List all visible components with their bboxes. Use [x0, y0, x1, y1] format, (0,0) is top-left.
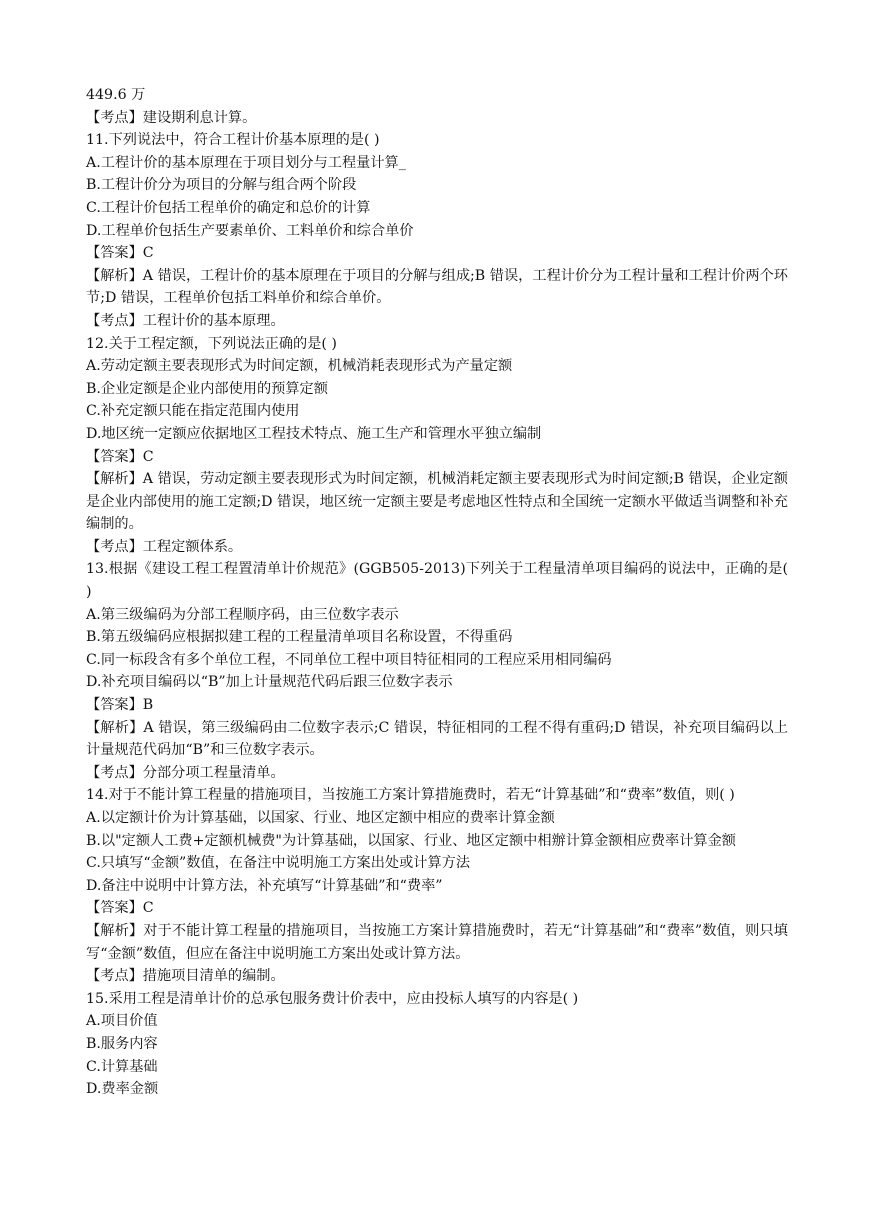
option-item: A.劳动定额主要表现形式为时间定额，机械消耗表现形式为产量定额 — [86, 358, 513, 375]
question-text: 14.对于不能计算工程量的措施项目，当按施工方案计算措施费时，若无“计算基础”和“费率”数值，则( ) — [86, 787, 735, 804]
option-item: C.同一标段含有多个单位工程，不同单位工程中项目特征相同的工程应采用相同编码 — [86, 651, 612, 668]
answer-line: 【答案】C — [86, 900, 154, 917]
option-item: D.费率金额 — [86, 1081, 159, 1098]
option-item: A.以定额计价为计算基础，以国家、行业、地区定额中相应的费率计算金额 — [86, 810, 555, 826]
question-text: 15.采用工程是清单计价的总承包服务费计价表中，应由投标人填写的内容是( ) — [86, 990, 579, 1007]
option-item: D.工程单价包括生产要素单价、工料单价和综合单价 — [86, 222, 414, 239]
key-point-line: 【考点】工程定额体系。 — [86, 538, 243, 555]
option-item: C.补充定额只能在指定范围内使用 — [86, 403, 300, 420]
answer-line: 【答案】C — [86, 448, 154, 465]
option-item: B.企业定额是企业内部使用的预算定额 — [86, 380, 328, 397]
key-point-line: 【考点】措施项目清单的编制。 — [86, 968, 285, 985]
option-item: A.第三级编码为分部工程顺序码，由三位数字表示 — [86, 606, 399, 623]
answer-line: 【答案】B — [86, 697, 154, 714]
option-item: A.项目价值 — [86, 1013, 158, 1030]
document-page — [86, 84, 788, 1101]
key-point-line: 【考点】分部分项工程量清单。 — [86, 764, 285, 781]
explanation-text: 【解析】对于不能计算工程量的措施项目，当按施工方案计算措施费时，若无“计算基础”和“费率”数值，则只填写“金额”数值，但应在备注中说明施工方案出处或计算方法。 — [86, 922, 788, 962]
top-line: 449.6 万 — [86, 87, 146, 103]
option-item: C.只填写“金额”数值，在备注中说明施工方案出处或计算方法 — [86, 855, 471, 872]
option-item: D.补充项目编码以“B”加上计量规范代码后跟三位数字表示 — [86, 674, 453, 691]
question-text: 12.关于工程定额，下列说法正确的是( ) — [86, 335, 337, 352]
option-item: B.工程计价分为项目的分解与组合两个阶段 — [86, 177, 357, 194]
key-point-line: 【考点】工程计价的基本原理。 — [86, 312, 285, 329]
answer-line: 【答案】C — [86, 245, 154, 262]
option-item: B.第五级编码应根据拟建工程的工程量清单项目名称设置，不得重码 — [86, 629, 513, 646]
key-point-line: 【考点】建设期利息计算。 — [86, 109, 257, 126]
question-text: 13.根据《建设工程工程置清单计价规范》(GGB505-2013)下列关于工程量清单项目编码的说法中，正确的是( ) — [86, 561, 788, 601]
option-item: D.备注中说明中计算方法，补充填写“计算基础”和“费率” — [86, 877, 443, 894]
option-item: D.地区统一定额应依据地区工程技术特点、施工生产和管理水平独立编制 — [86, 425, 542, 442]
option-item: B.服务内容 — [86, 1035, 158, 1052]
explanation-text: 【解析】A 错误，第三级编码由二位数字表示;C 错误，特征相同的工程不得有重码;D 错误，补充项目编码以上计量规范代码加“B”和三位数字表示。 — [86, 719, 788, 759]
question-list — [86, 107, 788, 1101]
option-item: C.计算基础 — [86, 1058, 158, 1075]
option-item: A.工程计价的基本原理在于项目划分与工程量计算_ — [86, 154, 406, 171]
question-text: 11.下列说法中，符合工程计价基本原理的是( ) — [86, 132, 380, 149]
explanation-text: 【解析】A 错误，工程计价的基本原理在于项目的分解与组成;B 错误，工程计价分为工程计量和工程计价两个环节;D 错误，工程单价包括工料单价和综合单价。 — [86, 267, 788, 307]
explanation-text: 【解析】A 错误，劳动定额主要表现形式为时间定额，机械消耗定额主要表现形式为时间定额;B 错误，企业定额是企业内部使用的施工定额;D 错误，地区统一定额主要是考虑地区性特点和全国统一定额水平做适当调整和补充编制的。 — [86, 471, 788, 533]
option-item: C.工程计价包括工程单价的确定和总价的计算 — [86, 199, 371, 216]
option-item: B.以"定额人工费+定额机械费"为计算基础，以国家、行业、地区定额中相辦计算金额相应费率计算金额 — [86, 832, 736, 849]
